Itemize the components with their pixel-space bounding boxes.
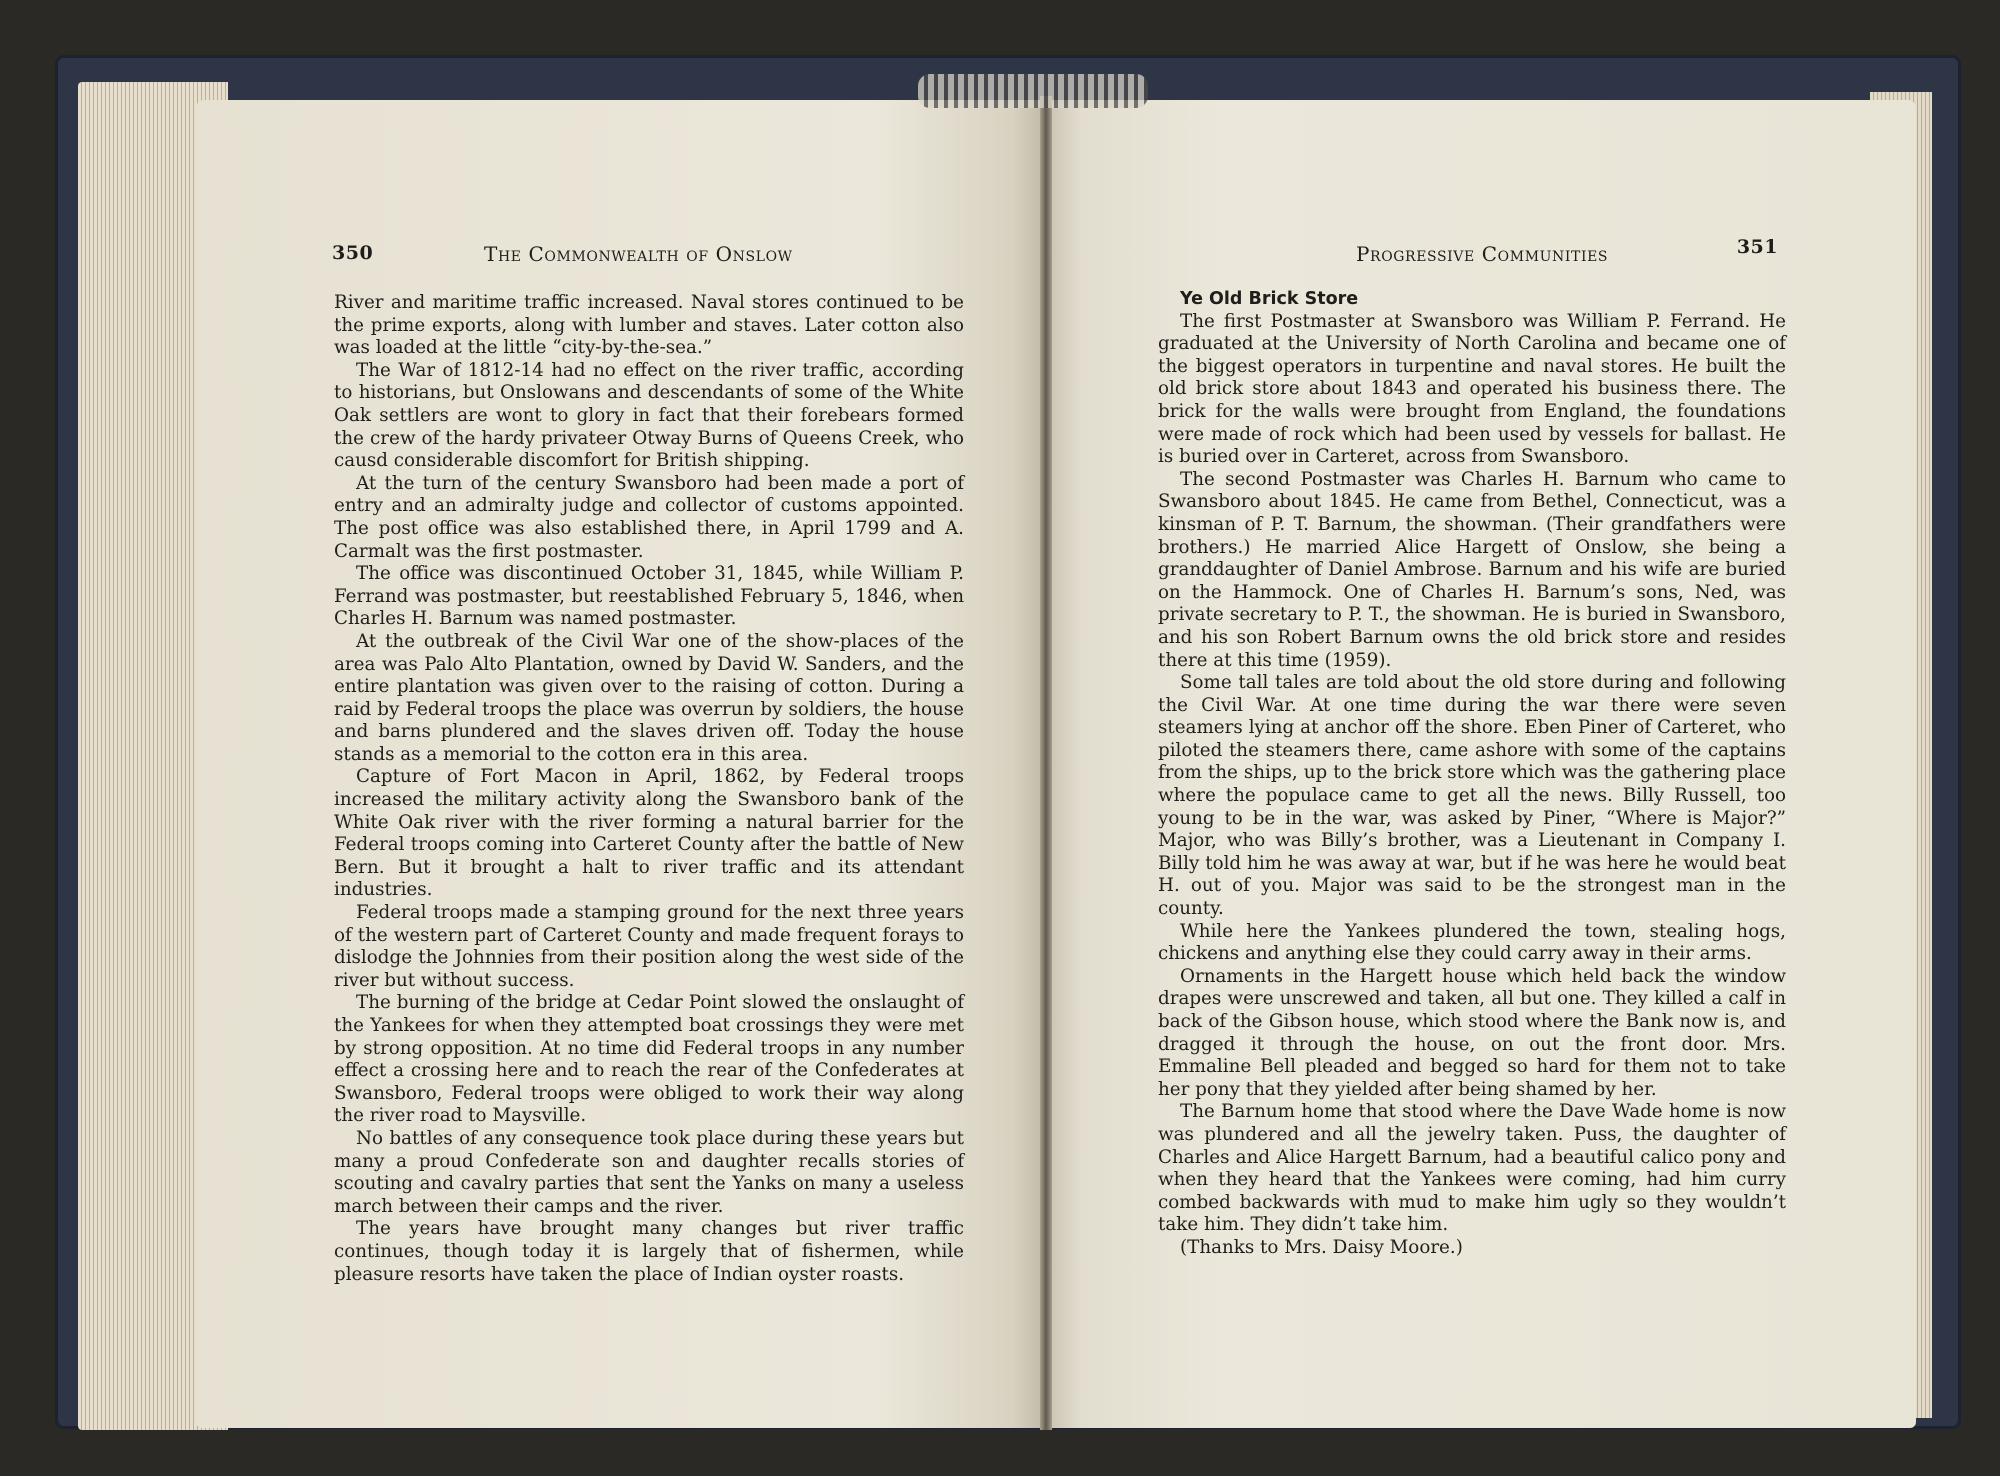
paragraph: The burning of the bridge at Cedar Point slowed the onslaught of the Yankees for when they attempted boat crossings they were met by strong opposition. At no time did Federal troops in any number effect a crossing here and to reach the rear of the Confederates at Swansboro, Federal troops were obliged to work their way along the river road to Maysville. <box>334 992 964 1127</box>
paragraph: At the outbreak of the Civil War one of the show-places of the area was Palo Alto Plantation, owned by David W. Sanders, and the entire plantation was given over to the raising of cotton. During a raid by Federal troops the place was overrun by soldiers, the house and barns plundered and the slaves driven off. Today the house stands as a memorial to the cotton era in this area. <box>334 630 964 765</box>
paragraph: The first Postmaster at Swansboro was William P. Ferrand. He graduated at the University of North Carolina and became one of the biggest operators in turpentine and naval stores. He built the old brick store about 1843 and operated his business there. The brick for the walls were brought from England, the foundations were made of rock which had been used by vessels for ballast. He is buried over in Carteret, across from Swansboro. <box>1158 310 1786 468</box>
right-page-header <box>1156 236 1778 270</box>
paragraph: At the turn of the century Swansboro had been made a port of entry and an admiralty judge and collector of customs appointed. The post office was also established there, in April 1799 and A. Carmalt was the first postmaster. <box>334 472 964 562</box>
left-page-body <box>334 292 964 1286</box>
paragraph: Ornaments in the Hargett house which held back the window drapes were unscrewed and taken, all but one. They killed a calf in back of the Gibson house, which stood where the Bank now is, and dragged it through the house, on out the front door. Mrs. Emmaline Bell pleaded and begged so hard for them not to take her pony that they yielded after being shamed by her. <box>1158 965 1786 1100</box>
paragraph: Capture of Fort Macon in April, 1862, by Federal troops increased the military activity along the Swansboro bank of the White Oak river with the river forming a natural barrier for the Federal troops coming into Carteret County after the battle of New Bern. But it brought a halt to river traffic and its attendant industries. <box>334 766 964 901</box>
left-page-number: 350 <box>332 242 374 264</box>
left-running-head: The Commonwealth of Onslow <box>484 242 793 266</box>
paragraph: River and maritime traffic increased. Naval stores continued to be the prime exports, along with lumber and staves. Later cotton also was loaded at the little “city-by-the-sea.” <box>334 292 964 359</box>
paragraph: The years have brought many changes but river traffic continues, though today it is largely that of fishermen, while pleasure resorts have taken the place of Indian oyster roasts. <box>334 1218 964 1285</box>
paragraph: The second Postmaster was Charles H. Barnum who came to Swansboro about 1845. He came from Bethel, Connecticut, was a kinsman of P. T. Barnum, the showman. (Their grandfathers were brothers.) He married Alice Hargett of Onslow, she being a granddaughter of Daniel Ambrose. Barnum and his wife are buried on the Hammock. One of Charles H. Barnum’s sons, Ned, was private secretary to P. T., the showman. He is buried in Swansboro, and his son Robert Barnum owns the old brick store and resides there at this time (1959). <box>1158 468 1786 671</box>
right-running-head: Progressive Communities <box>1356 242 1609 266</box>
paragraph: The Barnum home that stood where the Dave Wade home is now was plundered and all the jewelry taken. Puss, the daughter of Charles and Alice Hargett Barnum, had a beautiful calico pony and when they heard that the Yankees were coming, had him curry combed backwards with mud to make him ugly so they wouldn’t take him. They didn’t take him. <box>1158 1101 1786 1236</box>
right-page-body <box>1158 288 1786 1260</box>
section-subheading: Ye Old Brick Store <box>1180 289 1359 309</box>
paragraph: Federal troops made a stamping ground for the next three years of the western part of Carteret County and made frequent forays to dislodge the Johnnies from their position along the west side of the river but without success. <box>334 902 964 991</box>
paragraph: Some tall tales are told about the old store during and following the Civil War. At one time during the war there were seven steamers lying at anchor off the shore. Eben Piner of Carteret, who piloted the steamers there, came ashore with some of the captains from the ships, up to the brick store which was the gathering place where the populace came to get all the news. Billy Russell, too young to be in the war, was asked by Piner, “Where is Major?” Major, who was Billy’s brother, was a Lieutenant in Company I. Billy told him he was away at war, but if he was here he would beat H. out of you. Major was said to be the strongest man in the county. <box>1158 672 1786 920</box>
paragraph: The office was discontinued October 31, 1845, while William P. Ferrand was postmaster, but reestablished February 5, 1846, when Charles H. Barnum was named postmaster. <box>334 563 964 630</box>
book-gutter <box>1040 96 1052 1430</box>
paragraph: The War of 1812-14 had no effect on the river traffic, according to historians, but Onslowans and descendants of some of the White Oak settlers are wont to glory in fact that their forebears formed the crew of the hardy privateer Otway Burns of Queens Creek, who causd considerable discomfort for British shipping. <box>334 359 964 472</box>
paragraph: No battles of any consequence took place during these years but many a proud Confederate son and daughter recalls stories of scouting and cavalry parties that sent the Yanks on many a useless march between their camps and the river. <box>334 1127 964 1217</box>
left-page-header <box>332 242 972 264</box>
right-page-number: 351 <box>1736 236 1778 258</box>
paragraph: (Thanks to Mrs. Daisy Moore.) <box>1180 1236 1463 1258</box>
binding-stitching <box>918 74 1148 108</box>
paragraph: While here the Yankees plundered the town, stealing hogs, chickens and anything else they could carry away in their arms. <box>1158 920 1786 965</box>
